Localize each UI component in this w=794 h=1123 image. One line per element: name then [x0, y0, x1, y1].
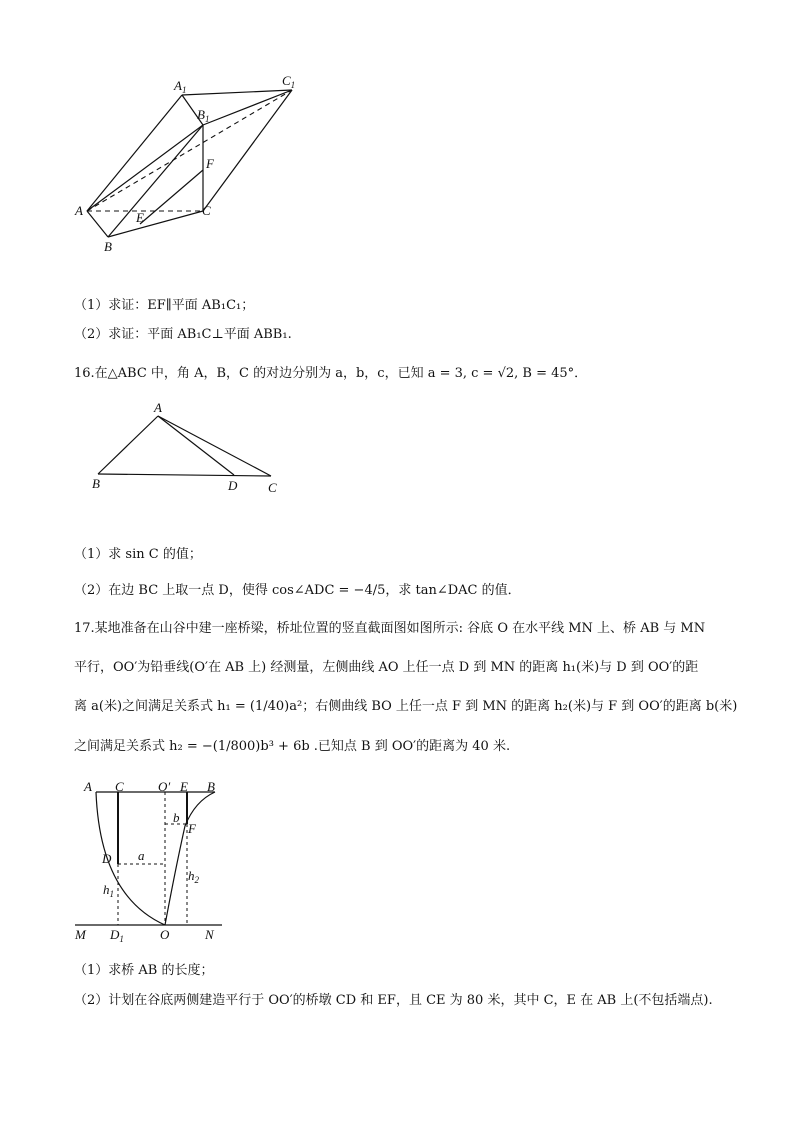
label-A1: $A_1$ — [174, 78, 187, 95]
label-C: C — [268, 480, 277, 495]
label-C1: $C_1$ — [282, 73, 296, 90]
label-C: C — [115, 779, 124, 794]
triangle-figure — [88, 398, 288, 498]
label-A: A — [84, 779, 92, 794]
q17-line2: 平行，OO′为铅垂线(O′在 AB 上) 经测量，左侧曲线 AO 上任一点 D 到 MN 的距离 h₁(米)与 D 到 OO′的距 — [74, 660, 699, 675]
label-M: M — [75, 927, 86, 942]
label-B: B — [104, 239, 112, 254]
q17-line3: 离 a(米)之间满足关系式 h₁ = (1/40)a²；右侧曲线 BO 上任一点 F 到 MN 的距离 h₂(米)与 F 到 OO′的距离 b(米) — [74, 699, 738, 714]
q16-part1: （1）求 sin C 的值； — [74, 547, 202, 562]
label-A: A — [75, 203, 83, 218]
q17-part1: （1）求桥 AB 的长度； — [74, 963, 214, 978]
label-N: N — [205, 927, 214, 942]
label-a: a — [138, 848, 145, 863]
prism-figure — [70, 70, 310, 260]
label-D1: $D_1$ — [110, 927, 124, 944]
label-A: A — [154, 400, 162, 415]
label-E: E — [136, 210, 144, 225]
q16-stem: 16.在△ABC 中，角 A，B，C 的对边分别为 a，b，c，已知 a = 3, c = √2, B = 45°． — [74, 366, 588, 381]
label-D: D — [102, 851, 112, 866]
bridge-figure — [70, 776, 240, 948]
q15-part2: （2）求证：平面 AB₁C⊥平面 ABB₁. — [74, 327, 292, 342]
label-F: F — [206, 156, 214, 171]
q16-part2: （2）在边 BC 上取一点 D，使得 cos∠ADC = −4/5，求 tan∠DAC 的值． — [74, 583, 521, 598]
q17-part2: （2）计划在谷底两侧建造平行于 OO′的桥墩 CD 和 EF，且 CE 为 80 米，其中 C，E 在 AB 上(不包括端点). — [74, 993, 713, 1008]
label-E: E — [180, 779, 188, 794]
q17-line1: 17.某地准备在山谷中建一座桥梁，桥址位置的竖直截面图如图所示: 谷底 O 在水平线 MN 上、桥 AB 与 MN — [74, 621, 706, 636]
label-O: O — [160, 927, 170, 942]
label-B: B — [207, 779, 215, 794]
label-h1: $h_1$ — [103, 882, 114, 899]
label-B1: $B_1$ — [197, 107, 210, 124]
q17-line4: 之间满足关系式 h₂ = −(1/800)b³ + 6b .已知点 B 到 OO′的距离为 40 米. — [74, 739, 511, 754]
label-F: F — [188, 821, 196, 836]
label-O-prime: O′ — [158, 779, 171, 794]
q15-part1: （1）求证：EF∥平面 AB₁C₁； — [74, 298, 255, 313]
label-h2: $h_2$ — [188, 868, 199, 885]
label-D: D — [228, 478, 238, 493]
label-B: B — [92, 476, 100, 491]
label-C: C — [202, 203, 211, 218]
label-b: b — [173, 810, 180, 825]
